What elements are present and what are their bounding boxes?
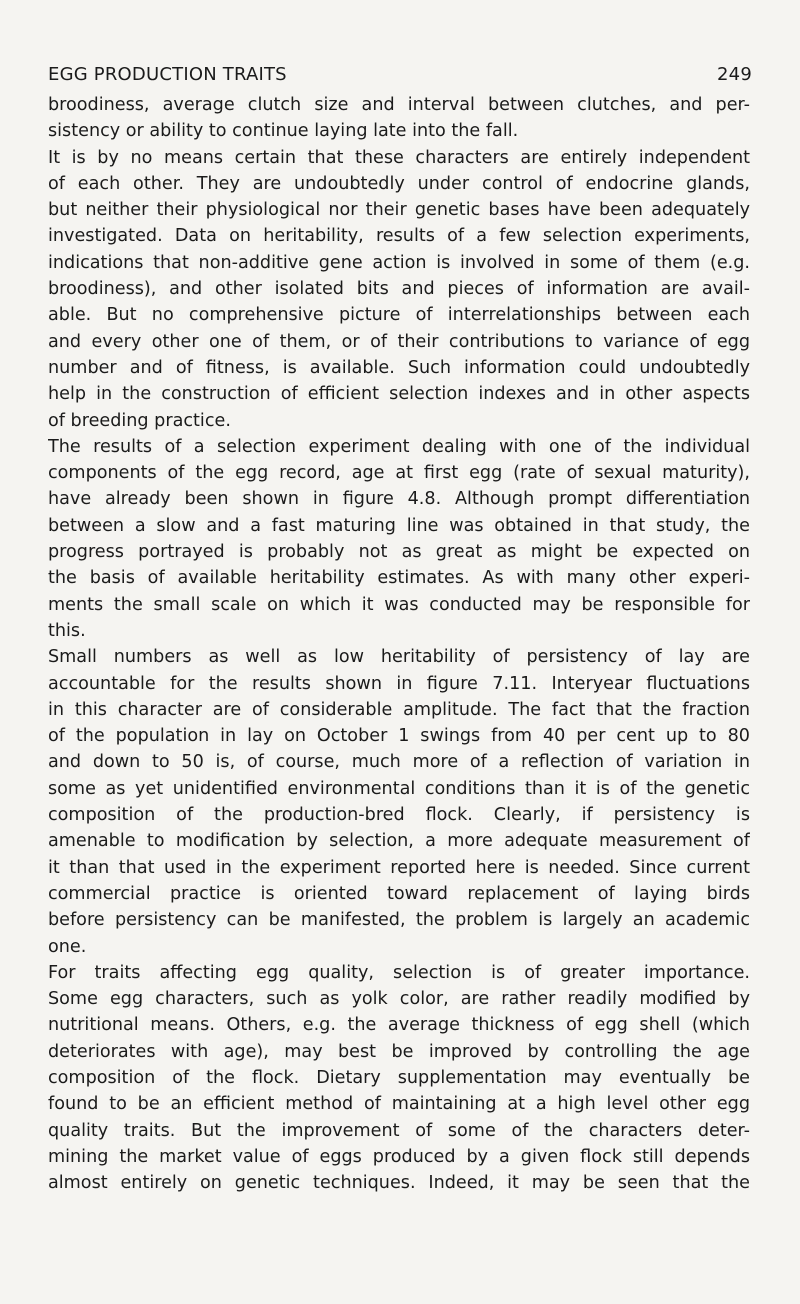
body-text — [48, 92, 750, 1196]
text-line: commercial practice is oriented toward replacement of laying birds — [48, 883, 750, 904]
text-line: For traits affecting egg quality, selection is of greater importance. — [48, 962, 750, 983]
text-line: amenable to modification by selection, a more adequate measurement of — [48, 831, 750, 852]
text-line: the basis of available heritability estimates. As with many other experi- — [48, 568, 750, 589]
text-line: of breeding practice. — [48, 410, 231, 431]
text-line: one. — [48, 936, 87, 957]
text-line: it than that used in the experiment reported here is needed. Since current — [48, 857, 750, 878]
text-line: nutritional means. Others, e.g. the average thickness of egg shell (which — [48, 1015, 750, 1036]
text-line: some as yet unidentified environmental conditions than it is of the genetic — [48, 778, 750, 799]
text-line: broodiness, average clutch size and interval between clutches, and per- — [48, 95, 750, 115]
text-line: able. But no comprehensive picture of interrelationships between each — [48, 305, 750, 326]
text-line: and every other one of them, or of their contributions to variance of egg — [48, 331, 750, 352]
text-line: but neither their physiological nor their genetic bases have been adequately — [48, 200, 750, 221]
text-line: found to be an efficient method of maintaining at a high level other egg — [48, 1094, 750, 1115]
text-line: indications that non-additive gene action is involved in some of them (e.g. — [48, 252, 750, 273]
text-line: almost entirely on genetic techniques. Indeed, it may be seen that the — [48, 1173, 750, 1194]
text-line: mining the market value of eggs produced by a given flock still depends — [48, 1146, 750, 1167]
text-line: before persistency can be manifested, the problem is largely an academic — [48, 910, 750, 931]
text-line: Some egg characters, such as yolk color, are rather readily modified by — [48, 989, 750, 1010]
text-line: The results of a selection experiment dealing with one of the individual — [48, 436, 750, 457]
text-line: number and of fitness, is available. Such information could undoubtedly — [48, 357, 750, 378]
text-line: deteriorates with age), may best be improved by controlling the age — [48, 1041, 750, 1062]
text-line: components of the egg record, age at first egg (rate of sexual maturity), — [48, 463, 750, 484]
text-line: and down to 50 is, of course, much more of a reflection of variation in — [48, 752, 750, 773]
text-line: broodiness), and other isolated bits and pieces of information are avail- — [48, 279, 750, 300]
text-line: of the population in lay on October 1 swings from 40 per cent up to 80 — [48, 726, 750, 747]
text-line: investigated. Data on heritability, results of a few selection experiments, — [48, 226, 750, 247]
text-line: progress portrayed is probably not as great as might be expected on — [48, 542, 750, 563]
running-head — [48, 60, 752, 90]
text-line: sistency or ability to continue laying late into the fall. — [48, 121, 519, 142]
text-line: composition of the flock. Dietary supplementation may eventually be — [48, 1067, 750, 1088]
text-line: help in the construction of efficient selection indexes and in other aspects — [48, 384, 750, 405]
text-line: between a slow and a fast maturing line was obtained in that study, the — [48, 515, 750, 536]
text-line: of each other. They are undoubtedly under control of endocrine glands, — [48, 173, 750, 194]
chapter-title: EGG PRODUCTION TRAITS — [48, 64, 287, 85]
text-line: Small numbers as well as low heritability of persistency of lay are — [48, 647, 750, 668]
page-number: 249 — [717, 64, 752, 85]
text-line: this. — [48, 620, 86, 641]
text-line: ments the small scale on which it was conducted may be responsible for — [48, 594, 750, 615]
text-line: It is by no means certain that these characters are entirely independent — [48, 147, 750, 168]
text-line: composition of the production-bred flock. Clearly, if persistency is — [48, 805, 750, 826]
text-line: quality traits. But the improvement of some of the characters deter- — [48, 1120, 750, 1141]
text-line: have already been shown in figure 4.8. Although prompt differentiation — [48, 489, 750, 510]
text-line: in this character are of considerable amplitude. The fact that the fraction — [48, 699, 750, 720]
text-line: accountable for the results shown in figure 7.11. Interyear fluctuations — [48, 673, 750, 694]
